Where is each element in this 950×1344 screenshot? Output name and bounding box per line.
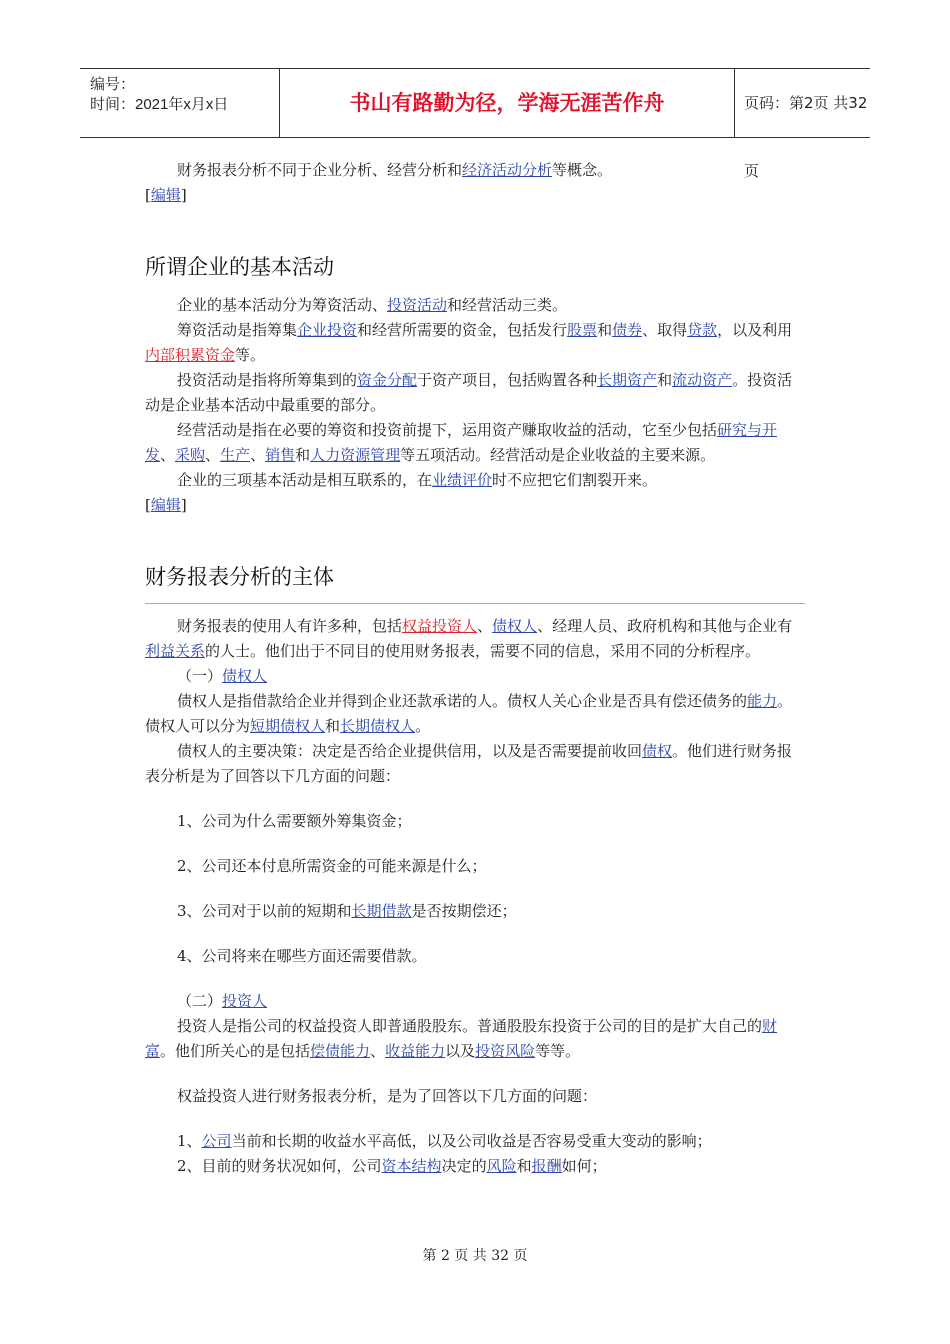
link-capital-structure[interactable]: 资本结构 [381,1157,442,1175]
link-short-term-creditor[interactable]: 短期债权人 [250,717,326,735]
link-long-term-loan[interactable]: 长期借款 [351,902,412,920]
subheading-creditor: （一）债权人 [177,667,268,685]
link-investment-activity[interactable]: 投资活动 [387,296,448,314]
document-body [145,158,805,1179]
paragraph: 债权人是指借款给企业并得到企业还款承诺的人。债权人关心企业是否具有偿还债务的能力。债权人可以分为短期债权人和长期债权人。 [145,692,793,735]
paragraph: 财务报表的使用人有许多种，包括权益投资人、债权人、经理人员、政府机构和其他与企业有利益关系的人士。他们出于不同目的使用财务报表，需要不同的信息，采用不同的分析程序。 [145,617,793,660]
section-title-basic-activities: 所谓企业的基本活动 [145,255,334,279]
list-item: 2、目前的财务状况如何，公司资本结构决定的风险和报酬如何； [177,1157,607,1175]
link-bond[interactable]: 债券 [612,321,643,339]
paragraph: 筹资活动是指筹集企业投资和经营所需要的资金，包括发行股票和债券、取得贷款，以及利用内部积累资金等。 [145,321,793,364]
link-current-assets[interactable]: 流动资产 [672,371,733,389]
edit-link-1: [编辑] [145,186,187,204]
paragraph: 经营活动是指在必要的筹资和投资前提下，运用资产赚取收益的活动，它至少包括研究与开发、采购、生产、销售和人力资源管理等五项活动。经营活动是企业收益的主要来源。 [145,421,778,464]
link-ability[interactable]: 能力 [747,692,778,710]
link-economic-activity-analysis[interactable]: 经济活动分析 [462,161,553,179]
link-purchasing[interactable]: 采购 [175,446,206,464]
link-long-term-creditor[interactable]: 长期债权人 [340,717,416,735]
link-claim[interactable]: 债权 [642,742,673,760]
list-item: 2、公司还本付息所需资金的可能来源是什么； [177,857,487,875]
list-item: 4、公司将来在哪些方面还需要借款。 [177,947,427,965]
list-item: 3、公司对于以前的短期和长期借款是否按期偿还； [177,902,517,920]
link-equity-investor[interactable]: 权益投资人 [402,617,478,635]
link-enterprise-investment[interactable]: 企业投资 [297,321,358,339]
paragraph: 债权人的主要决策：决定是否给企业提供信用，以及是否需要提前收回债权。他们进行财务报表分析是为了回答以下几方面的问题： [145,742,793,785]
edit-link-2: [编辑] [145,496,187,514]
link-sales[interactable]: 销售 [265,446,296,464]
link-risk[interactable]: 风险 [486,1157,517,1175]
list-item: 1、公司为什么需要额外筹集资金； [177,812,412,830]
paragraph: 投资人是指公司的权益投资人即普通股股东。普通股股东投资于公司的目的是扩大自己的财富。他们所关心的是包括偿债能力、收益能力以及投资风险等等。 [145,1017,778,1060]
intro-paragraph: 财务报表分析不同于企业分析、经营分析和经济活动分析等概念。 [177,161,613,179]
link-fund-allocation[interactable]: 资金分配 [357,371,418,389]
link-reward[interactable]: 报酬 [531,1157,562,1175]
link-investment-risk[interactable]: 投资风险 [475,1042,536,1060]
link-profitability[interactable]: 收益能力 [385,1042,446,1060]
link-interest-relation[interactable]: 利益关系 [145,642,206,660]
page-footer: 第 2 页 共 32 页 [422,1248,528,1264]
header-page-info: 页码：第2页 共32页 [744,94,868,180]
link-long-term-assets[interactable]: 长期资产 [597,371,658,389]
link-production[interactable]: 生产 [220,446,251,464]
link-hr-management[interactable]: 人力资源管理 [310,446,401,464]
time-label: 时间：2021年x月x日 [90,96,229,113]
link-company[interactable]: 公司 [201,1132,232,1150]
subheading-investor: （二）投资人 [177,992,268,1010]
header-motto: 书山有路勤为径，学海无涯苦作舟 [280,69,735,137]
edit-link[interactable]: 编辑 [150,186,181,204]
link-stock[interactable]: 股票 [567,321,598,339]
list-item: 1、公司当前和长期的收益水平高低，以及公司收益是否容易受重大变动的影响； [177,1132,712,1150]
paragraph: 企业的三项基本活动是相互联系的，在业绩评价时不应把它们割裂开来。 [177,471,658,489]
paragraph: 投资活动是指将所筹集到的资金分配于资产项目，包括购置各种长期资产和流动资产。投资活动是企业基本活动中最重要的部分。 [145,371,793,414]
link-performance-evaluation[interactable]: 业绩评价 [432,471,493,489]
section-title-analysis-subjects: 财务报表分析的主体 [145,565,334,589]
number-label: 编号： [90,76,136,93]
link-creditor-heading[interactable]: 债权人 [222,667,268,685]
link-loan[interactable]: 贷款 [687,321,718,339]
link-research-development[interactable]: 研究与开发 [145,421,778,464]
header-meta [80,69,280,137]
link-solvency[interactable]: 偿债能力 [310,1042,371,1060]
link-creditor[interactable]: 债权人 [492,617,538,635]
paragraph: 权益投资人进行财务报表分析，是为了回答以下几方面的问题： [177,1087,598,1105]
link-investor-heading[interactable]: 投资人 [222,992,268,1010]
edit-link[interactable]: 编辑 [150,496,181,514]
paragraph: 企业的基本活动分为筹资活动、投资活动和经营活动三类。 [177,296,568,314]
link-internal-funds[interactable]: 内部积累资金 [145,346,236,364]
link-wealth[interactable]: 财富 [145,1017,778,1060]
